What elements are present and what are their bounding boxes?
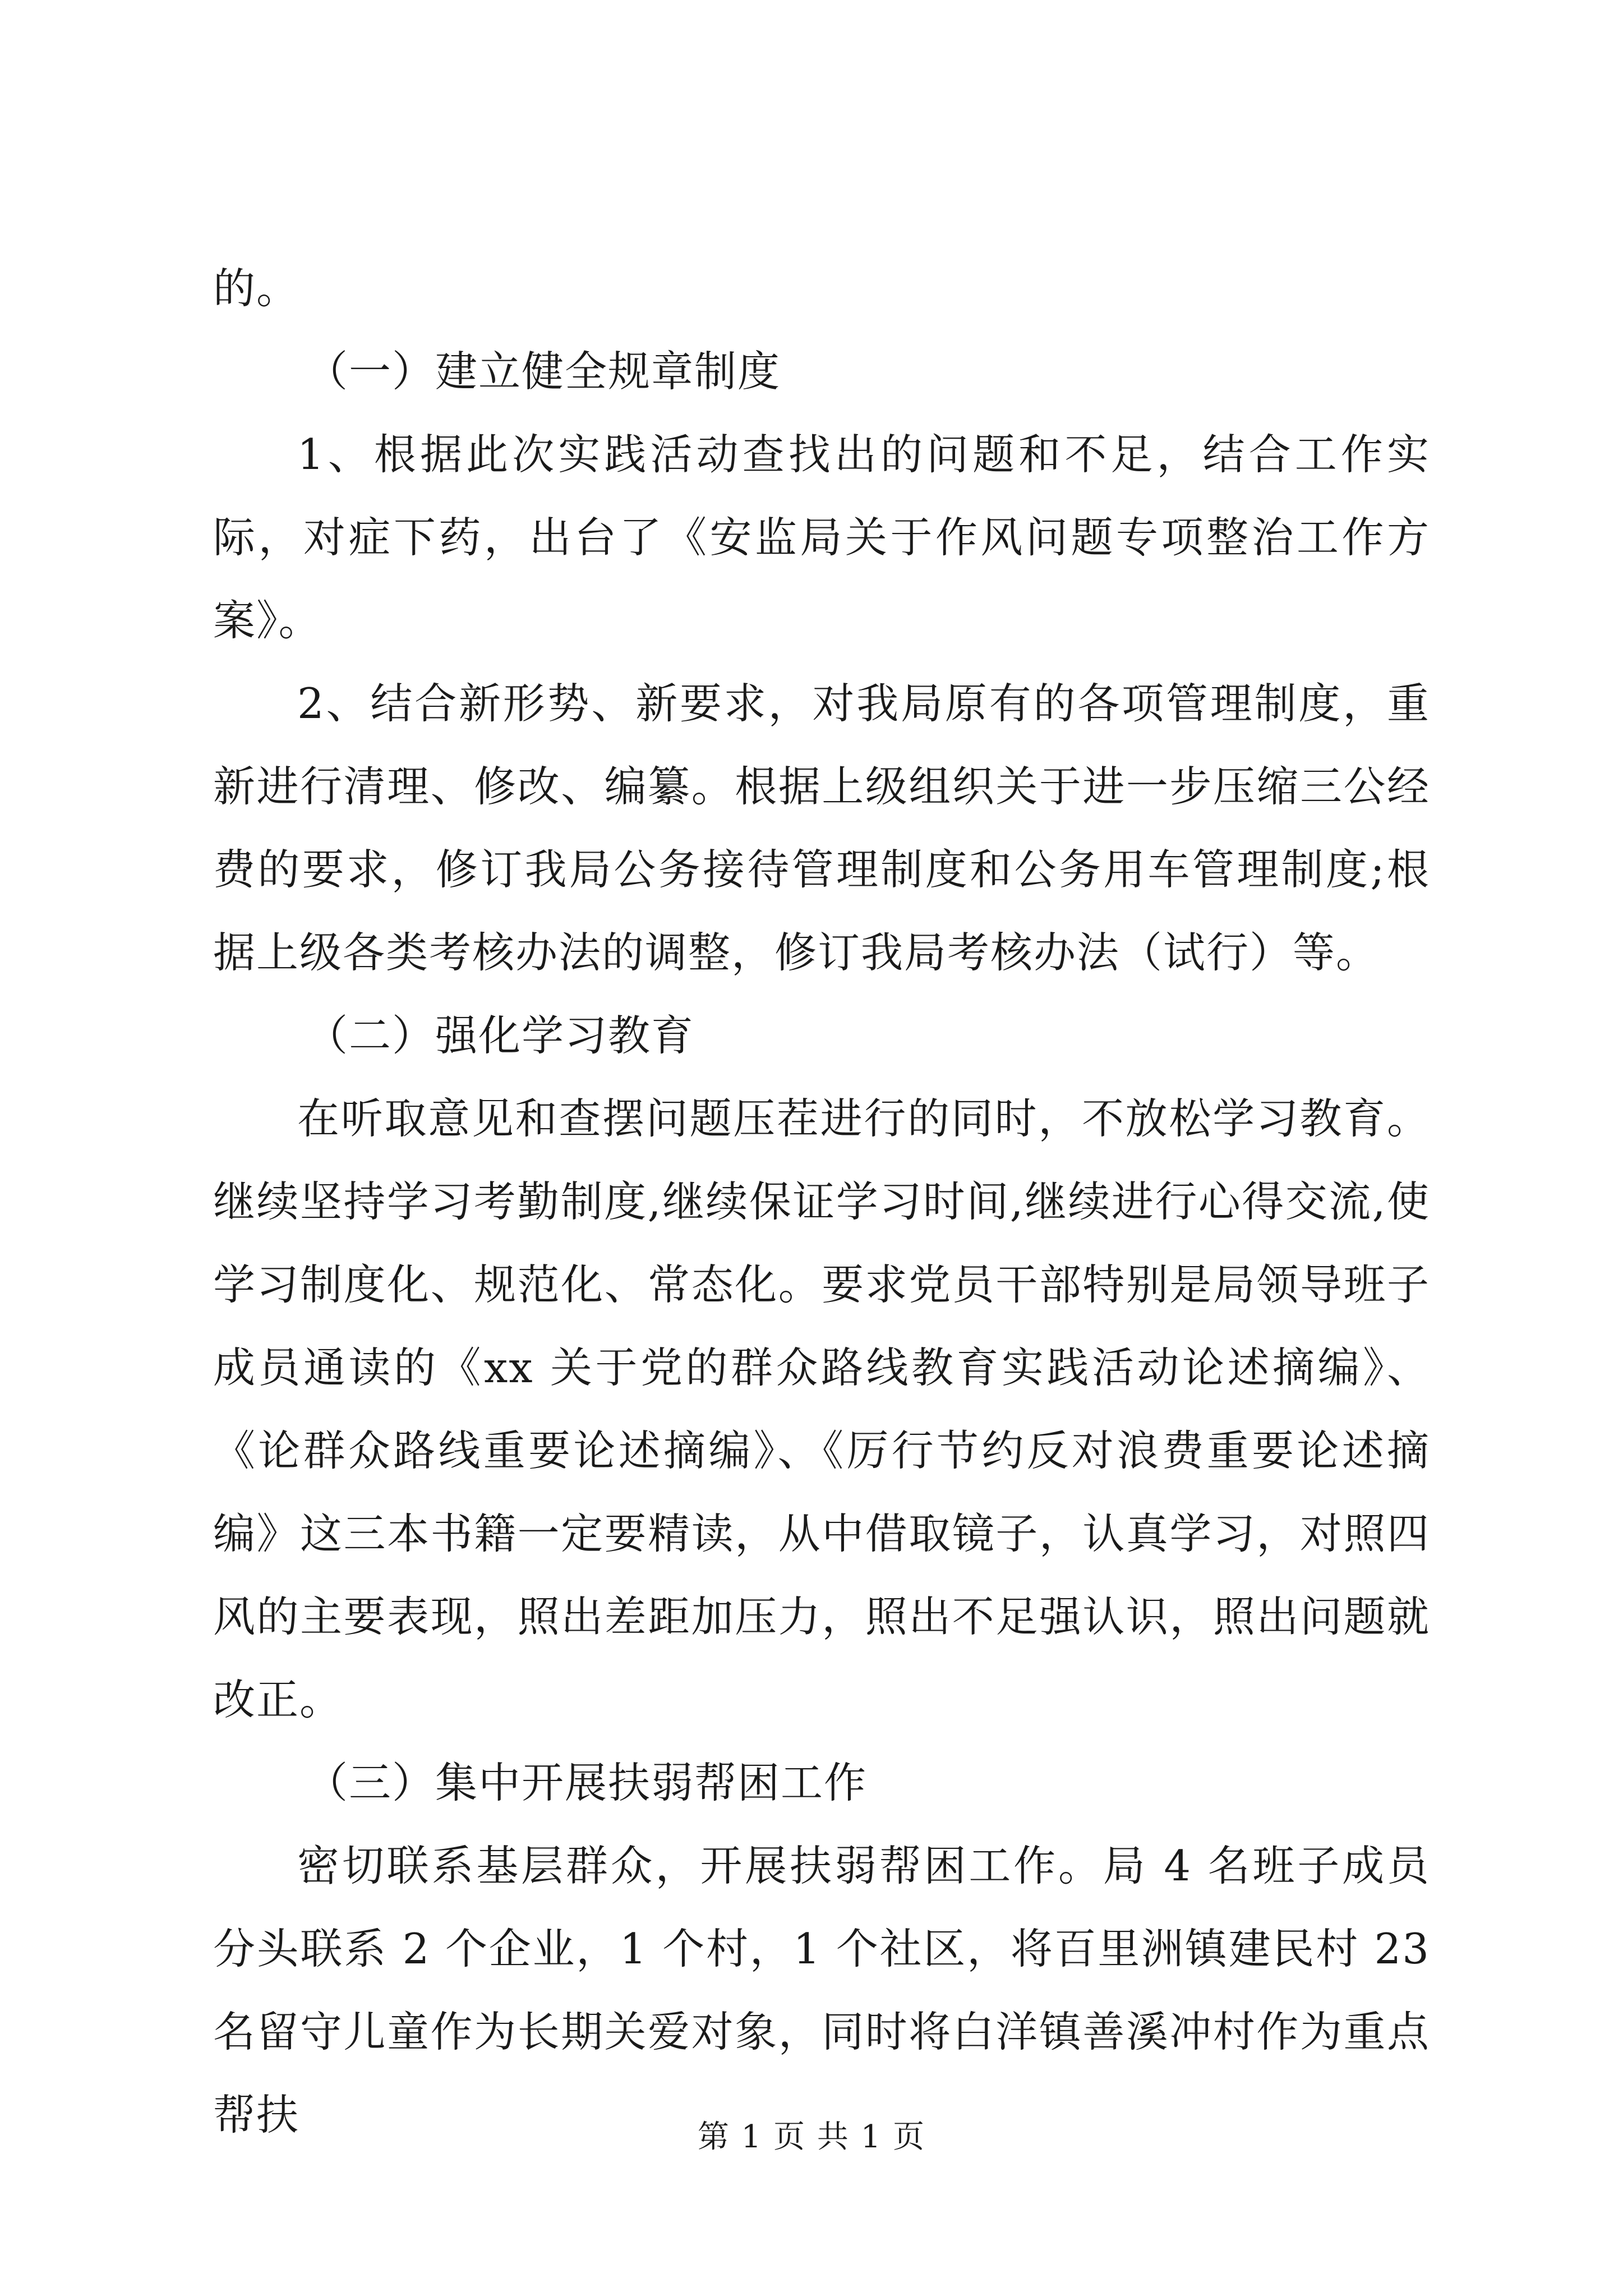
section-heading-3: （三）集中开展扶弱帮困工作	[306, 1758, 868, 1807]
section-heading-2: （二）强化学习教育	[306, 1011, 695, 1060]
paragraph-continuation: 的。	[213, 264, 300, 313]
page-footer: 第 1 页 共 1 页	[697, 2119, 926, 2155]
document-body	[213, 247, 1430, 2156]
paragraph-item-2: 2、结合新形势、新要求，对我局原有的各项管理制度，重新进行清理、修改、编纂。根据上级组织关于进一步压缩三公经费的要求，修订我局公务接待管理制度和公务用车管理制度;根据上级各类考核办法的调整，修订我局考核办法（试行）等。	[213, 679, 1430, 977]
paragraph-study: 在听取意见和查摆问题压茬进行的同时，不放松学习教育。继续坚持学习考勤制度,继续保证学习时间,继续进行心得交流,使学习制度化、规范化、常态化。要求党员干部特别是局领导班子成员通读的《xx 关于党的群众路线教育实践活动论述摘编》、《论群众路线重要论述摘编》、《厉行节约反对浪费重要论述摘编》这三本书籍一定要精读，从中借取镜子，认真学习，对照四风的主要表现，照出差距加压力，照出不足强认识，照出问题就改正。	[213, 1094, 1430, 1724]
section-heading-1: （一）建立健全规章制度	[306, 347, 781, 396]
paragraph-assistance: 密切联系基层群众，开展扶弱帮困工作。局 4 名班子成员分头联系 2 个企业，1 个村，1 个社区，将百里洲镇建民村 23 名留守儿童作为长期关爱对象，同时将白洋镇善溪冲村作为重点帮扶	[213, 1841, 1430, 2139]
paragraph-item-1: 1、根据此次实践活动查找出的问题和不足，结合工作实际，对症下药，出台了《安监局关于作风问题专项整治工作方案》。	[213, 430, 1430, 645]
